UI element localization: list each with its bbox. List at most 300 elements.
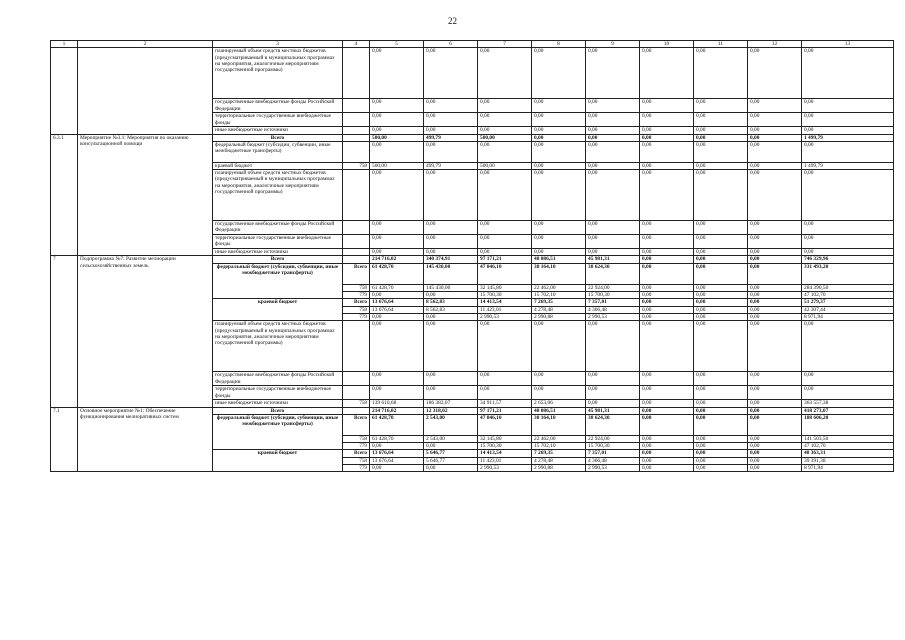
amount-cell: 0,00	[532, 99, 586, 113]
col-header: 6	[424, 41, 478, 48]
amount-cell: 0,00	[370, 313, 424, 320]
amount-cell: 0,00	[748, 321, 802, 372]
amount-cell: 0,00	[802, 170, 894, 221]
amount-cell: 15 702,10	[532, 292, 586, 299]
funding-source: территориальные государственные внебюджетные фонды	[213, 113, 343, 127]
budget-code	[343, 141, 370, 162]
amount-cell: 0,00	[370, 99, 424, 113]
amount-cell: 0,00	[802, 372, 894, 386]
amount-cell: 0,00	[370, 170, 424, 221]
amount-cell: 47 846,10	[478, 263, 532, 284]
amount-cell: 0,00	[640, 414, 694, 435]
amount-cell: 0,00	[694, 127, 748, 134]
budget-code	[343, 134, 370, 141]
amount-cell: 340 374,91	[424, 256, 478, 263]
amount-cell: 0,00	[532, 386, 586, 400]
amount-cell: 61 428,70	[370, 263, 424, 284]
col-header: 3	[213, 41, 343, 48]
amount-cell: 13 676,64	[370, 457, 424, 464]
budget-code: 779	[343, 465, 370, 472]
amount-cell: 22 924,00	[586, 435, 640, 442]
amount-cell: 61 428,70	[370, 414, 424, 435]
amount-cell: 0,00	[640, 99, 694, 113]
column-number-row	[51, 41, 894, 48]
amount-cell: 5 646,77	[424, 457, 478, 464]
col-header: 10	[640, 41, 694, 48]
amount-cell: 0,00	[694, 321, 748, 372]
amount-cell: 0,00	[586, 162, 640, 169]
amount-cell: 2 543,00	[424, 414, 478, 435]
amount-cell: 0,00	[640, 162, 694, 169]
funding-source: планируемый объем средств местных бюджетов (предусматриваемый в муниципальных программах на мероприятия, аналогичные мероприятиям государственной программы)	[213, 321, 343, 372]
col-header: 13	[802, 41, 894, 48]
amount-cell: 7 269,35	[532, 450, 586, 457]
amount-cell: 214 716,02	[370, 256, 424, 263]
amount-cell: 0,00	[640, 465, 694, 472]
amount-cell: 0,00	[586, 221, 640, 235]
amount-cell: 0,00	[532, 113, 586, 127]
amount-cell: 0,00	[748, 284, 802, 291]
amount-cell: 0,00	[586, 134, 640, 141]
funding-source: планируемый объем средств местных бюджетов (предусматриваемый в муниципальных программах на мероприятия, аналогичные мероприятиям государственной программы)	[213, 170, 343, 221]
amount-cell: 0,00	[694, 249, 748, 256]
amount-cell: 500,00	[370, 162, 424, 169]
budget-code: Всего	[343, 450, 370, 457]
amount-cell: 0,00	[802, 235, 894, 249]
amount-cell: 0,00	[640, 141, 694, 162]
budget-code: Всего	[343, 263, 370, 284]
amount-cell: 0,00	[640, 306, 694, 313]
amount-cell: 0,00	[694, 292, 748, 299]
amount-cell: 45 981,31	[586, 407, 640, 414]
table-row	[51, 48, 894, 99]
budget-code: 758	[343, 306, 370, 313]
amount-cell: 0,00	[748, 256, 802, 263]
amount-cell: 7 269,35	[532, 299, 586, 306]
amount-cell: 0,00	[424, 127, 478, 134]
amount-cell: 0,00	[532, 127, 586, 134]
amount-cell: 51 279,37	[802, 299, 894, 306]
amount-cell: 45 981,31	[586, 256, 640, 263]
budget-code	[343, 256, 370, 263]
amount-cell: 0,00	[748, 99, 802, 113]
amount-cell: 500,00	[478, 162, 532, 169]
amount-cell: 0,00	[370, 292, 424, 299]
amount-cell: 34 911,57	[478, 400, 532, 407]
amount-cell: 0,00	[478, 113, 532, 127]
amount-cell: 0,00	[748, 372, 802, 386]
amount-cell: 0,00	[424, 372, 478, 386]
amount-cell: 0,00	[748, 465, 802, 472]
amount-cell: 0,00	[532, 141, 586, 162]
amount-cell: 15 700,30	[586, 443, 640, 450]
col-header: 8	[532, 41, 586, 48]
amount-cell: 0,00	[532, 170, 586, 221]
amount-cell: 0,00	[748, 170, 802, 221]
amount-cell: 2 653,06	[532, 400, 586, 407]
amount-cell: 0,00	[478, 127, 532, 134]
budget-code	[343, 170, 370, 221]
amount-cell: 0,00	[478, 221, 532, 235]
budget-code	[343, 372, 370, 386]
amount-cell: 22 924,00	[586, 284, 640, 291]
col-header: 1	[51, 41, 78, 48]
amount-cell: 0,00	[694, 407, 748, 414]
amount-cell: 0,00	[424, 141, 478, 162]
amount-cell: 0,00	[802, 221, 894, 235]
amount-cell: 0,00	[424, 221, 478, 235]
amount-cell: 8 562,83	[424, 306, 478, 313]
amount-cell: 0,00	[694, 99, 748, 113]
amount-cell: 0,00	[478, 99, 532, 113]
amount-cell: 0,00	[748, 127, 802, 134]
amount-cell: 2 990,53	[586, 465, 640, 472]
amount-cell: 0,00	[424, 465, 478, 472]
amount-cell: 0,00	[748, 292, 802, 299]
amount-cell: 1 499,79	[802, 134, 894, 141]
page-number: 22	[448, 16, 457, 26]
amount-cell: 0,00	[694, 414, 748, 435]
amount-cell: 0,00	[694, 306, 748, 313]
amount-cell: 139 610,68	[370, 400, 424, 407]
amount-cell: 331 493,20	[802, 263, 894, 284]
amount-cell: 47 102,70	[802, 443, 894, 450]
amount-cell: 0,00	[748, 457, 802, 464]
row-number	[51, 48, 78, 134]
budget-table	[50, 40, 894, 472]
program-name	[78, 48, 213, 134]
amount-cell: 0,00	[640, 386, 694, 400]
budget-code: 758	[343, 284, 370, 291]
amount-cell: 0,00	[748, 48, 802, 99]
amount-cell: 13 676,64	[370, 450, 424, 457]
amount-cell: 0,00	[478, 249, 532, 256]
amount-cell: 4 278,48	[532, 306, 586, 313]
amount-cell: 0,00	[532, 48, 586, 99]
budget-code	[343, 321, 370, 372]
budget-code: 779	[343, 292, 370, 299]
amount-cell: 0,00	[802, 127, 894, 134]
amount-cell: 0,00	[748, 249, 802, 256]
amount-cell: 0,00	[424, 170, 478, 221]
amount-cell: 0,00	[694, 162, 748, 169]
amount-cell: 13 676,64	[370, 306, 424, 313]
amount-cell: 38 624,30	[586, 414, 640, 435]
amount-cell: 48 086,51	[532, 407, 586, 414]
amount-cell: 0,00	[640, 48, 694, 99]
amount-cell: 0,00	[640, 407, 694, 414]
budget-code: 758	[343, 457, 370, 464]
funding-source: иные внебюджетные источники	[213, 400, 343, 407]
amount-cell: 5 646,77	[424, 450, 478, 457]
amount-cell: 0,00	[586, 235, 640, 249]
amount-cell: 0,00	[694, 450, 748, 457]
amount-cell: 97 171,21	[478, 256, 532, 263]
amount-cell: 2 990,88	[532, 313, 586, 320]
budget-code	[343, 386, 370, 400]
amount-cell: 22 462,00	[532, 284, 586, 291]
amount-cell: 12 318,02	[424, 407, 478, 414]
amount-cell: 0,00	[424, 443, 478, 450]
amount-cell: 15 700,30	[478, 292, 532, 299]
amount-cell: 0,00	[370, 465, 424, 472]
amount-cell: 0,00	[640, 292, 694, 299]
amount-cell: 0,00	[694, 457, 748, 464]
amount-cell: 0,00	[424, 235, 478, 249]
amount-cell: 2 990,53	[586, 313, 640, 320]
amount-cell: 15 700,30	[478, 443, 532, 450]
amount-cell: 0,00	[748, 113, 802, 127]
budget-code: 758	[343, 400, 370, 407]
amount-cell: 0,00	[640, 299, 694, 306]
amount-cell: 61 428,70	[370, 435, 424, 442]
amount-cell: 0,00	[370, 127, 424, 134]
col-header: 9	[586, 41, 640, 48]
amount-cell: 0,00	[478, 235, 532, 249]
amount-cell: 0,00	[478, 48, 532, 99]
amount-cell: 0,00	[748, 306, 802, 313]
amount-cell: 38 624,30	[586, 263, 640, 284]
amount-cell: 0,00	[694, 141, 748, 162]
col-header: 2	[78, 41, 213, 48]
program-name: Мероприятие №3.1: Мероприятия по оказанию консультационной помощи	[78, 134, 213, 256]
amount-cell: 0,00	[748, 435, 802, 442]
col-header: 7	[478, 41, 532, 48]
amount-cell: 0,00	[748, 221, 802, 235]
budget-code	[343, 407, 370, 414]
amount-cell: 0,00	[748, 407, 802, 414]
amount-cell: 499,79	[424, 134, 478, 141]
amount-cell: 0,00	[694, 443, 748, 450]
amount-cell: 0,00	[424, 313, 478, 320]
amount-cell: 0,00	[802, 48, 894, 99]
table-row	[51, 134, 894, 141]
amount-cell: 0,00	[640, 435, 694, 442]
amount-cell: 38 164,10	[532, 263, 586, 284]
amount-cell: 0,00	[586, 99, 640, 113]
amount-cell: 0,00	[694, 435, 748, 442]
amount-cell: 7 357,01	[586, 450, 640, 457]
col-header: 4	[343, 41, 370, 48]
amount-cell: 0,00	[748, 400, 802, 407]
amount-cell: 746 329,96	[802, 256, 894, 263]
amount-cell: 0,00	[370, 141, 424, 162]
amount-cell: 15 702,10	[532, 443, 586, 450]
amount-cell: 0,00	[748, 162, 802, 169]
amount-cell: 145 430,00	[424, 284, 478, 291]
amount-cell: 0,00	[694, 299, 748, 306]
amount-cell: 0,00	[640, 321, 694, 372]
table-row	[51, 256, 894, 263]
amount-cell: 0,00	[694, 400, 748, 407]
funding-source: федеральный бюджет (субсидии, субвенции, иные межбюджетные трансферты)	[213, 141, 343, 162]
amount-cell: 186 382,07	[424, 400, 478, 407]
amount-cell: 0,00	[370, 113, 424, 127]
amount-cell: 499,79	[424, 162, 478, 169]
col-header: 12	[748, 41, 802, 48]
amount-cell: 0,00	[748, 450, 802, 457]
amount-cell: 2 990,53	[478, 313, 532, 320]
amount-cell: 0,00	[694, 48, 748, 99]
amount-cell: 0,00	[694, 170, 748, 221]
amount-cell: 0,00	[748, 386, 802, 400]
funding-source: Всего	[213, 134, 343, 141]
amount-cell: 188 606,20	[802, 414, 894, 435]
amount-cell: 0,00	[802, 321, 894, 372]
amount-cell: 0,00	[532, 321, 586, 372]
amount-cell: 0,00	[586, 127, 640, 134]
funding-source: государственные внебюджетные фонды Российской Федерации	[213, 221, 343, 235]
amount-cell: 0,00	[586, 170, 640, 221]
amount-cell: 0,00	[640, 127, 694, 134]
amount-cell: 0,00	[370, 221, 424, 235]
amount-cell: 0,00	[694, 235, 748, 249]
amount-cell: 38 164,10	[532, 414, 586, 435]
amount-cell: 0,00	[694, 256, 748, 263]
amount-cell: 0,00	[640, 263, 694, 284]
funding-source: государственные внебюджетные фонды Российской Федерации	[213, 372, 343, 386]
row-number: 6.3.1	[51, 134, 78, 256]
amount-cell: 0,00	[748, 414, 802, 435]
amount-cell: 363 557,38	[802, 400, 894, 407]
col-header: 11	[694, 41, 748, 48]
amount-cell: 0,00	[532, 372, 586, 386]
amount-cell: 0,00	[586, 249, 640, 256]
amount-cell: 0,00	[640, 443, 694, 450]
amount-cell: 418 273,07	[802, 407, 894, 414]
amount-cell: 0,00	[802, 141, 894, 162]
amount-cell: 0,00	[532, 221, 586, 235]
funding-source: федеральный бюджет (субсидии, субвенции, иные межбюджетные трансферты)	[213, 263, 343, 299]
amount-cell: 284 390,50	[802, 284, 894, 291]
amount-cell: 61 428,70	[370, 284, 424, 291]
amount-cell: 0,00	[424, 249, 478, 256]
amount-cell: 47 846,10	[478, 414, 532, 435]
budget-code	[343, 99, 370, 113]
amount-cell: 0,00	[802, 249, 894, 256]
amount-cell: 0,00	[694, 113, 748, 127]
amount-cell: 22 462,00	[532, 435, 586, 442]
funding-source: Всего	[213, 256, 343, 263]
budget-code: 779	[343, 313, 370, 320]
budget-code	[343, 127, 370, 134]
budget-code: Всего	[343, 414, 370, 435]
amount-cell: 0,00	[532, 134, 586, 141]
amount-cell: 0,00	[478, 321, 532, 372]
amount-cell: 11 423,01	[478, 457, 532, 464]
amount-cell: 1 499,79	[802, 162, 894, 169]
amount-cell: 0,00	[748, 235, 802, 249]
amount-cell: 0,00	[370, 386, 424, 400]
amount-cell: 32 145,80	[478, 284, 532, 291]
amount-cell: 13 676,64	[370, 299, 424, 306]
budget-code: Всего	[343, 299, 370, 306]
budget-code: 779	[343, 443, 370, 450]
amount-cell: 0,00	[802, 113, 894, 127]
funding-source: краевой бюджет	[213, 299, 343, 321]
amount-cell: 0,00	[802, 99, 894, 113]
funding-source: федеральный бюджет (субсидии, субвенции, иные межбюджетные трансферты)	[213, 414, 343, 450]
table-row	[51, 407, 894, 414]
amount-cell: 4 366,48	[586, 457, 640, 464]
funding-source: планируемый объем средств местных бюджетов (предусматриваемый в муниципальных программах на мероприятия, аналогичные мероприятиям государственной программы)	[213, 48, 343, 99]
amount-cell: 7 357,01	[586, 299, 640, 306]
amount-cell: 42 307,44	[802, 306, 894, 313]
amount-cell: 39 391,38	[802, 457, 894, 464]
program-name: Основное мероприятие №1: Обеспечение функционирования мелиоративных систем	[78, 407, 213, 472]
amount-cell: 47 102,70	[802, 292, 894, 299]
amount-cell: 0,00	[694, 221, 748, 235]
funding-source: территориальные государственные внебюджетные фонды	[213, 386, 343, 400]
amount-cell: 0,00	[694, 386, 748, 400]
amount-cell: 0,00	[586, 386, 640, 400]
funding-source: краевой бюджет	[213, 450, 343, 472]
budget-code	[343, 113, 370, 127]
amount-cell: 214 716,02	[370, 407, 424, 414]
amount-cell: 0,00	[748, 141, 802, 162]
amount-cell: 0,00	[370, 372, 424, 386]
amount-cell: 0,00	[478, 386, 532, 400]
amount-cell: 2 543,00	[424, 435, 478, 442]
amount-cell: 0,00	[532, 249, 586, 256]
amount-cell: 0,00	[694, 284, 748, 291]
amount-cell: 0,00	[586, 113, 640, 127]
amount-cell: 0,00	[370, 48, 424, 99]
amount-cell: 141 503,50	[802, 435, 894, 442]
amount-cell: 0,00	[478, 141, 532, 162]
amount-cell: 0,00	[424, 292, 478, 299]
amount-cell: 0,00	[424, 99, 478, 113]
amount-cell: 0,00	[586, 48, 640, 99]
amount-cell: 14 413,54	[478, 450, 532, 457]
amount-cell: 0,00	[478, 372, 532, 386]
amount-cell: 0,00	[640, 256, 694, 263]
amount-cell: 0,00	[640, 457, 694, 464]
amount-cell: 0,00	[424, 48, 478, 99]
amount-cell: 0,00	[694, 134, 748, 141]
amount-cell: 0,00	[586, 400, 640, 407]
table-body	[51, 41, 894, 472]
amount-cell: 8 971,94	[802, 313, 894, 320]
funding-source: государственные внебюджетные фонды Российской Федерации	[213, 99, 343, 113]
budget-code	[343, 235, 370, 249]
amount-cell: 4 278,48	[532, 457, 586, 464]
budget-code	[343, 249, 370, 256]
amount-cell: 0,00	[802, 386, 894, 400]
amount-cell: 0,00	[640, 400, 694, 407]
amount-cell: 11 423,01	[478, 306, 532, 313]
amount-cell: 0,00	[694, 313, 748, 320]
amount-cell: 0,00	[694, 465, 748, 472]
amount-cell: 97 171,21	[478, 407, 532, 414]
amount-cell: 0,00	[640, 170, 694, 221]
amount-cell: 2 990,88	[532, 465, 586, 472]
amount-cell: 0,00	[370, 321, 424, 372]
amount-cell: 2 990,53	[478, 465, 532, 472]
amount-cell: 0,00	[586, 372, 640, 386]
amount-cell: 0,00	[640, 134, 694, 141]
amount-cell: 0,00	[424, 386, 478, 400]
amount-cell: 0,00	[586, 321, 640, 372]
amount-cell: 0,00	[640, 221, 694, 235]
amount-cell: 0,00	[640, 113, 694, 127]
amount-cell: 0,00	[640, 450, 694, 457]
amount-cell: 145 430,00	[424, 263, 478, 284]
amount-cell: 0,00	[694, 372, 748, 386]
amount-cell: 0,00	[694, 263, 748, 284]
amount-cell: 0,00	[370, 249, 424, 256]
program-name: Подпрограмма №7: Развитие мелиорации сельскохозяйственных земель	[78, 256, 213, 407]
